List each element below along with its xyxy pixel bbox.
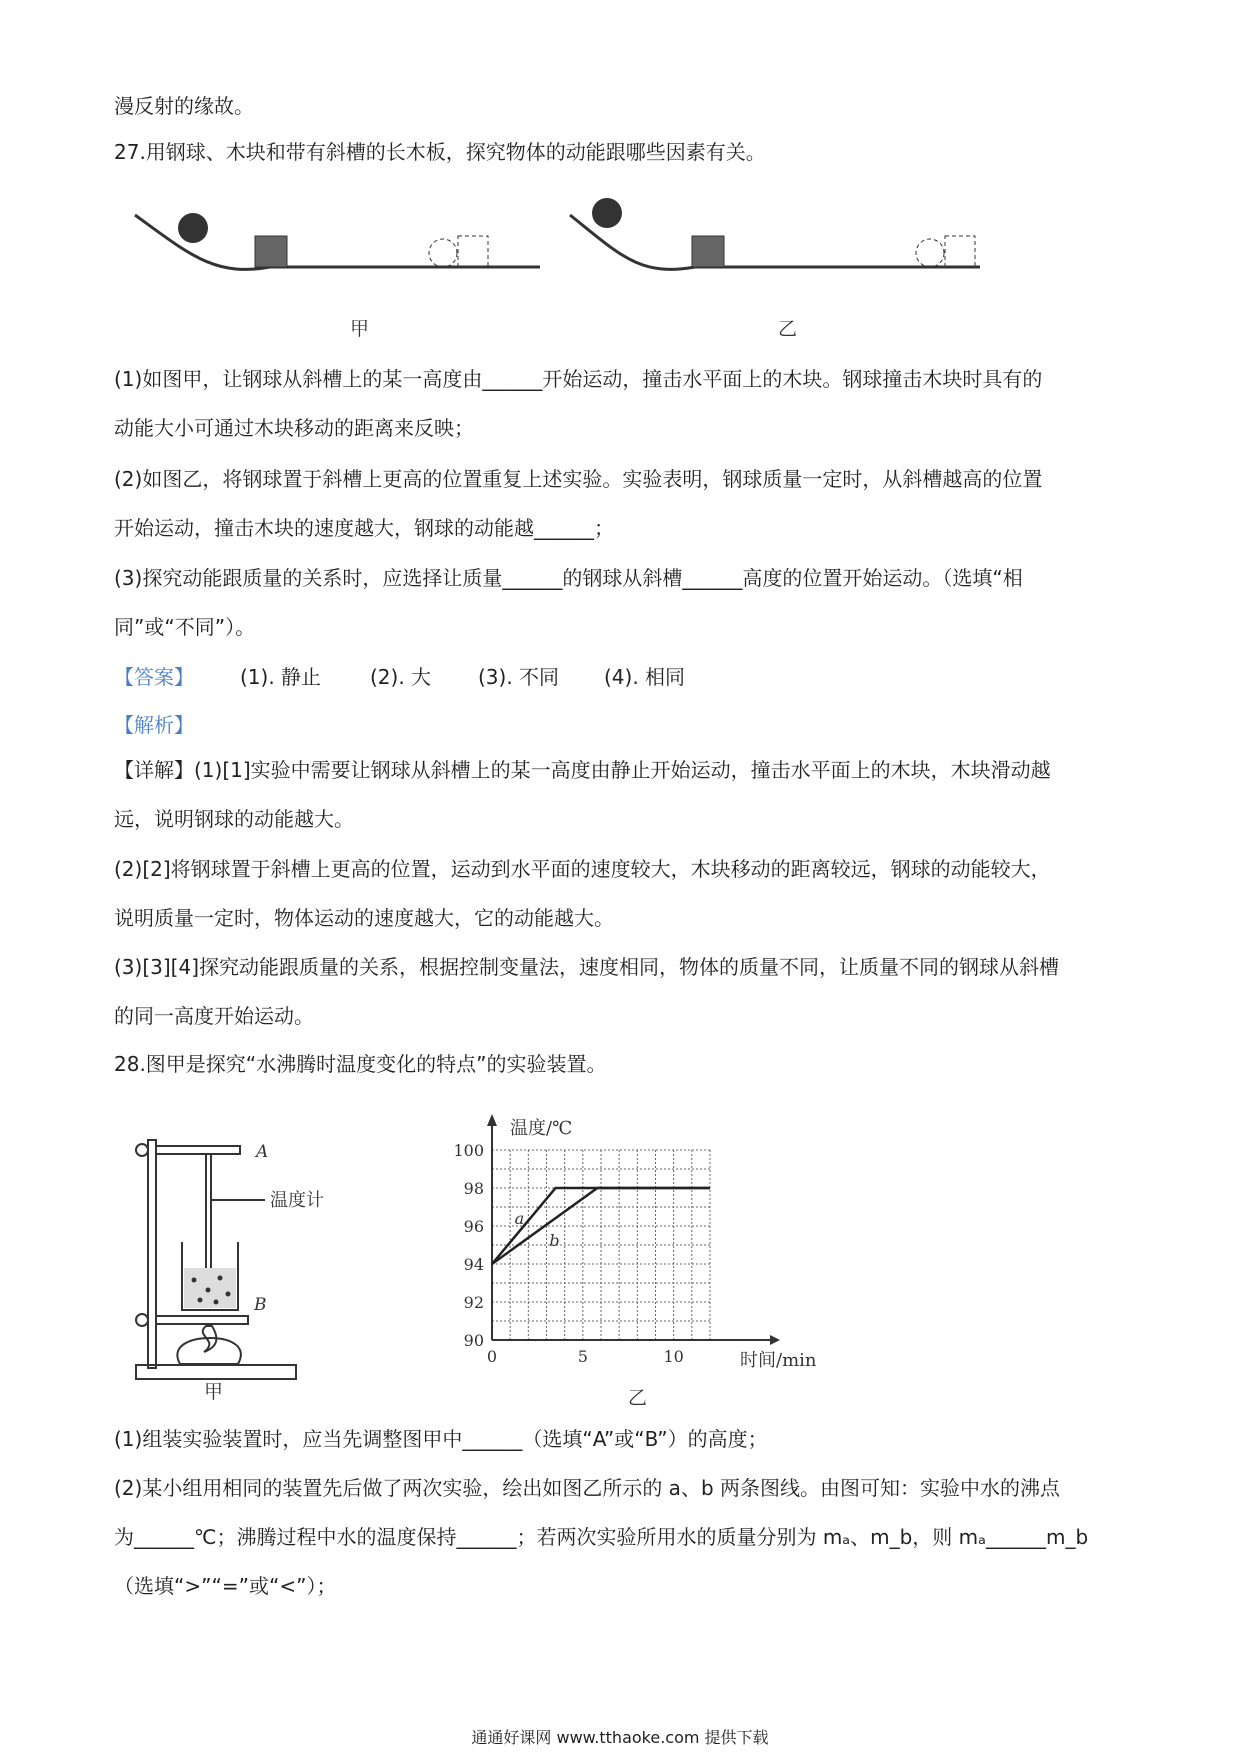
text-line: 漫反射的缘故。 bbox=[114, 94, 254, 118]
detail-3a: (3)[3][4]探究动能跟质量的关系，根据控制变量法，速度相同，物体的质量不同，让质量不同的钢球从斜槽 bbox=[114, 955, 1059, 979]
q27-part2b: 开始运动，撞击木块的速度越大，钢球的动能越______； bbox=[114, 516, 614, 540]
clamp-b-arm bbox=[156, 1316, 248, 1324]
block-ghost-jia bbox=[458, 236, 488, 267]
chart-ylabel: 温度/℃ bbox=[510, 1118, 573, 1139]
question-28: 28.图甲是探究“水沸腾时温度变化的特点”的实验装置。 bbox=[114, 1052, 607, 1076]
clamp-a-arm bbox=[156, 1146, 240, 1154]
detail-2b: 说明质量一定时，物体运动的速度越大，它的动能越大。 bbox=[114, 906, 614, 930]
label-yi: 乙 bbox=[778, 318, 798, 340]
detail-1a: 【详解】(1)[1]实验中需要让钢球从斜槽上的某一高度由静止开始运动，撞击水平面上的木块，木块滑动越 bbox=[114, 758, 1051, 782]
wood-block-yi bbox=[692, 236, 724, 267]
y-tick-label: 90 bbox=[463, 1331, 484, 1350]
question-27: 27.用钢球、木块和带有斜槽的长木板，探究物体的动能跟哪些因素有关。 bbox=[114, 140, 766, 164]
x-tick-label: 0 bbox=[486, 1347, 498, 1366]
chart-xlabel: 时间/min bbox=[740, 1350, 817, 1371]
x-axis-arrow bbox=[770, 1335, 780, 1345]
y-tick-label: 94 bbox=[463, 1255, 484, 1274]
clamp-b-knob bbox=[136, 1314, 148, 1326]
clamp-a-knob bbox=[136, 1144, 148, 1156]
thermometer-label: 温度计 bbox=[270, 1190, 324, 1211]
wood-block-jia bbox=[255, 236, 287, 267]
q27-part3b: 同”或“不同”）。 bbox=[114, 615, 256, 639]
steel-ball-yi bbox=[592, 198, 622, 228]
chart-label-yi: 乙 bbox=[628, 1387, 648, 1409]
stand-base bbox=[136, 1365, 296, 1379]
y-tick-label: 96 bbox=[463, 1217, 484, 1236]
series-label-a: a bbox=[514, 1208, 525, 1228]
label-jia: 甲 bbox=[350, 318, 370, 340]
x-tick-label: 10 bbox=[663, 1347, 684, 1366]
block-ghost-yi bbox=[945, 236, 975, 267]
clamp-a-label: A bbox=[256, 1142, 269, 1162]
clamp-b-label: B bbox=[254, 1295, 267, 1315]
answer-item-1: (1). 静止 bbox=[240, 665, 322, 689]
apparatus-figure bbox=[120, 1120, 400, 1400]
ball-ghost-jia bbox=[429, 239, 457, 267]
q28-part2b: 为______℃；沸腾过程中水的温度保持______；若两次实验所用水的质量分别为 mₐ、m_b，则 mₐ______m_b bbox=[114, 1525, 1089, 1549]
series-label-b: b bbox=[549, 1230, 560, 1250]
q27-part3a: (3)探究动能跟质量的关系时，应选择让质量______的钢球从斜槽______高度的位置开始运动。（选填“相 bbox=[114, 566, 1023, 590]
detail-2a: (2)[2]将钢球置于斜槽上更高的位置，运动到水平面的速度较大，木块移动的距离较远，钢球的动能较大， bbox=[114, 857, 1051, 881]
answer-item-2: (2). 大 bbox=[370, 665, 432, 689]
y-tick-label: 100 bbox=[453, 1141, 484, 1160]
q28-part2a: (2)某小组用相同的装置先后做了两次实验，绘出如图乙所示的 a、b 两条图线。由图可知：实验中水的沸点 bbox=[114, 1476, 1060, 1500]
steel-ball-jia bbox=[178, 213, 208, 243]
q28-part1: (1)组装实验装置时，应当先调整图甲中______（选填“A”或“B”）的高度； bbox=[114, 1427, 768, 1451]
q27-part1b: 动能大小可通过木块移动的距离来反映； bbox=[114, 416, 474, 440]
q27-part2a: (2)如图乙，将钢球置于斜槽上更高的位置重复上述实验。实验表明，钢球质量一定时，从斜槽越高的位置 bbox=[114, 467, 1043, 491]
q28-part2c: （选填“>”“=”或“<”）； bbox=[114, 1574, 337, 1598]
y-tick-label: 98 bbox=[463, 1179, 484, 1198]
ramp-figure bbox=[120, 195, 990, 340]
detail-1b: 远，说明钢球的动能越大。 bbox=[114, 807, 354, 831]
answer-label: 【答案】 bbox=[114, 665, 194, 689]
y-tick-label: 92 bbox=[463, 1293, 484, 1312]
x-tick-label: 5 bbox=[577, 1347, 588, 1366]
y-axis-arrow bbox=[487, 1114, 497, 1126]
answer-item-3: (3). 不同 bbox=[478, 665, 560, 689]
apparatus-label-jia: 甲 bbox=[204, 1381, 224, 1400]
temperature-chart bbox=[440, 1100, 840, 1410]
q27-part1a: (1)如图甲，让钢球从斜槽上的某一高度由______开始运动，撞击水平面上的木块。钢球撞击木块时具有的 bbox=[114, 367, 1043, 391]
answer-item-4: (4). 相同 bbox=[604, 665, 686, 689]
detail-3b: 的同一高度开始运动。 bbox=[114, 1004, 314, 1028]
footer: 通通好课网 www.tthaoke.com 提供下载 bbox=[471, 1728, 769, 1747]
analysis-label: 【解析】 bbox=[114, 713, 194, 737]
ball-ghost-yi bbox=[916, 239, 944, 267]
stand-rod bbox=[148, 1140, 156, 1368]
